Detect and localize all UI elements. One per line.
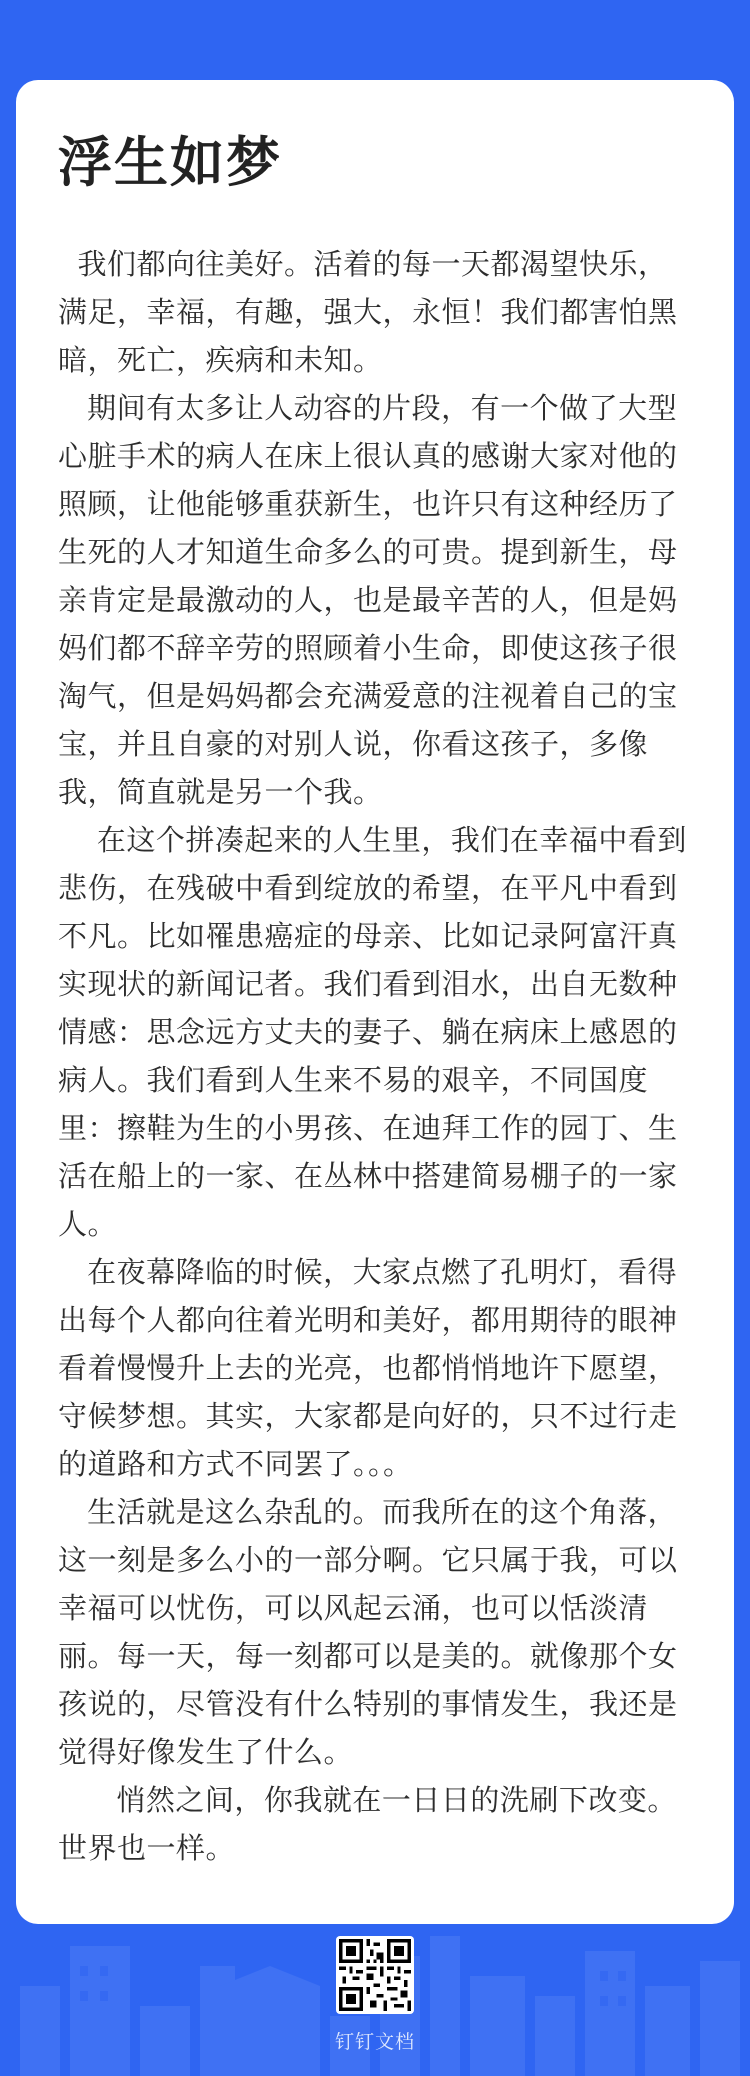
document-body bbox=[58, 240, 692, 1872]
qr-code-icon[interactable] bbox=[336, 1936, 414, 2014]
brand-label: 钉钉文档 bbox=[334, 2031, 415, 2053]
paragraph-3: 在这个拼凑起来的人生里，我们在幸福中看到悲伤，在残破中看到绽放的希望，在平凡中看到不凡。比如罹患癌症的母亲、比如记录阿富汗真实现状的新闻记者。我们看到泪水，出自无数种情感：思念远方丈夫的妻子、躺在病床上感恩的病人。我们看到人生来不易的艰辛，不同国度里：擦鞋为生的小男孩、在迪拜工作的园丁、生活在船上的一家、在丛林中搭建简易棚子的一家人。 bbox=[58, 823, 687, 1241]
paragraph-1: 我们都向往美好。活着的每一天都渴望快乐，满足，幸福，有趣，强大，永恒！我们都害怕黑暗，死亡，疾病和未知。 bbox=[58, 247, 678, 377]
paragraph-5: 生活就是这么杂乱的。而我所在的这个角落，这一刻是多么小的一部分啊。它只属于我，可以幸福可以忧伤，可以风起云涌，也可以恬淡清丽。每一天，每一刻都可以是美的。就像那个女孩说的，尽管没有什么特别的事情发生，我还是觉得好像发生了什么。 bbox=[58, 1495, 678, 1769]
document-title: 浮生如梦 bbox=[58, 131, 282, 194]
document-card bbox=[16, 80, 734, 1924]
footer bbox=[0, 1936, 750, 2054]
paragraph-2: 期间有太多让人动容的片段，有一个做了大型心脏手术的病人在床上很认真的感谢大家对他的照顾，让他能够重获新生，也许只有这种经历了生死的人才知道生命多么的可贵。提到新生，母亲肯定是最激动的人，也是最辛苦的人，但是妈妈们都不辞辛劳的照顾着小生命，即使这孩子很淘气，但是妈妈都会充满爱意的注视着自己的宝宝，并且自豪的对别人说，你看这孩子，多像我，简直就是另一个我。 bbox=[58, 391, 678, 809]
paragraph-6: 悄然之间，你我就在一日日的洗刷下改变。世界也一样。 bbox=[58, 1783, 677, 1865]
paragraph-4: 在夜幕降临的时候，大家点燃了孔明灯，看得出每个人都向往着光明和美好，都用期待的眼神看着慢慢升上去的光亮，也都悄悄地许下愿望，守候梦想。其实，大家都是向好的，只不过行走的道路和方式不同罢了。。。 bbox=[58, 1255, 678, 1481]
